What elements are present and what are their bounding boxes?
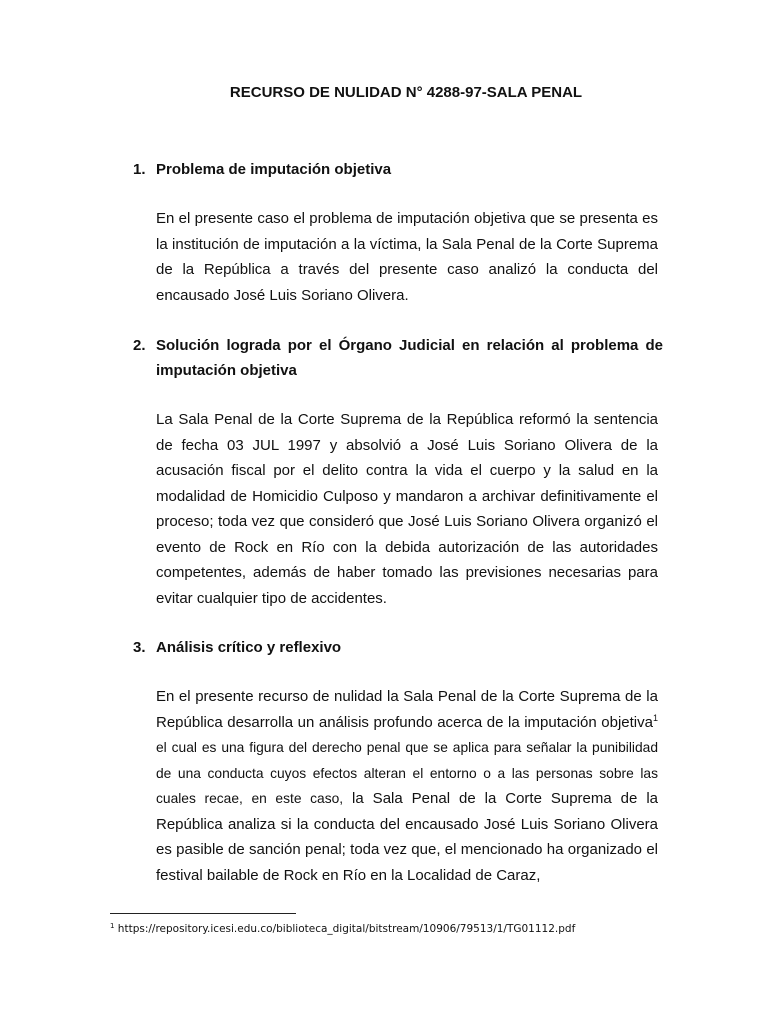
paragraph-quoted-text: el cual es una figura del derecho penal que se aplica para señalar la punibilidad de una conducta cuyos efectos alteran el entorno o a las personas sobre las cuales recae, en este caso, bbox=[156, 740, 658, 806]
section-3-paragraph bbox=[156, 684, 658, 888]
footnote-url[interactable]: https://repository.icesi.edu.co/biblioteca_digital/bitstream/10906/79513/1/TG01112.pdf bbox=[114, 923, 576, 935]
section-3-heading bbox=[133, 635, 663, 660]
section-heading-text: Análisis crítico y reflexivo bbox=[156, 639, 342, 656]
paragraph-text: En el presente recurso de nulidad la Sala Penal de la Corte Suprema de la República desarrolla un análisis profundo acerca de la imputación objetiva bbox=[156, 688, 658, 731]
section-number: 2. bbox=[133, 337, 146, 354]
section-2-heading bbox=[133, 333, 663, 383]
footnote-marker: 1 bbox=[110, 922, 115, 930]
document-title: RECURSO DE NULIDAD N° 4288-97-SALA PENAL bbox=[229, 84, 583, 101]
section-number: 1. bbox=[133, 161, 146, 178]
section-number: 3. bbox=[133, 639, 146, 656]
section-heading-text: Problema de imputación objetiva bbox=[156, 161, 392, 178]
paragraph-text: la Sala Penal de la Corte Suprema de la República analiza si la conducta del encausado José Luis Soriano Olivera es pasible de sanción penal; toda vez que, el mencionado ha organizado el festival bailable de Rock en Río en la Localidad de Caraz, bbox=[156, 790, 658, 884]
section-heading-text: Solución lograda por el Órgano Judicial en relación al problema de imputación objetiva bbox=[156, 337, 663, 379]
footnote-separator bbox=[110, 913, 296, 914]
footnote bbox=[110, 923, 575, 935]
section-2-paragraph: La Sala Penal de la Corte Suprema de la República reformó la sentencia de fecha 03 JUL 1997 y absolvió a José Luis Soriano Olivera de la acusación fiscal por el delito contra la vida el cuerpo y la salud en la modalidad de Homicidio Culposo y mandaron a archivar definitivamente el proceso; toda vez que consideró que José Luis Soriano Olivera organizó el evento de Rock en Río con la debida autorización de las autoridades competentes, además de haber tomado las previsiones necesarias para evitar cualquier tipo de accidentes. bbox=[156, 411, 658, 607]
footnote-reference: 1 bbox=[652, 712, 658, 723]
section-1-paragraph: En el presente caso el problema de imputación objetiva que se presenta es la institución de imputación a la víctima, la Sala Penal de la Corte Suprema de la República a través del presente caso analizó la conducta del encausado José Luis Soriano Olivera. bbox=[156, 210, 658, 304]
section-1-heading bbox=[133, 157, 663, 182]
